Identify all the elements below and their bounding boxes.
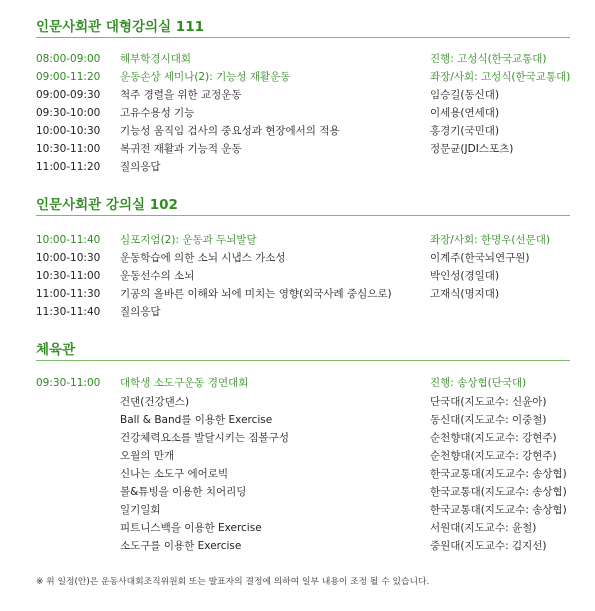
schedule-row (0, 447, 595, 465)
row-time: 10:00-10:30 (36, 252, 101, 264)
row-time: 11:30-11:40 (36, 306, 101, 318)
row-title: Ball & Band를 이용한 Exercise (120, 414, 273, 426)
row-presenter: 좌장/사회: 고성식(한국교통대) (430, 71, 571, 83)
schedule-row (0, 519, 595, 537)
row-title: 건강체력요소를 발달시키는 짐볼구성 (120, 432, 289, 444)
row-time: 09:30-11:00 (36, 377, 101, 389)
row-time: 10:00-11:40 (36, 234, 101, 246)
row-presenter: 단국대(지도교수: 신윤아) (430, 396, 547, 408)
row-presenter: 한국교통대(지도교수: 송상협) (430, 468, 567, 480)
row-title: 심포지엄(2): 운동과 두뇌발달 (120, 234, 257, 246)
row-time: 10:30-11:00 (36, 270, 101, 282)
row-presenter: 진행: 고성식(한국교통대) (430, 53, 547, 65)
section-divider (36, 360, 570, 361)
row-title: 운동손상 세미나(2): 기능성 재활운동 (120, 71, 291, 83)
row-title: 질의응답 (120, 306, 161, 318)
row-presenter: 순천향대(지도교수: 강현주) (430, 432, 557, 444)
row-presenter: 순천향대(지도교수: 강현주) (430, 450, 557, 462)
schedule-row (0, 140, 595, 158)
schedule-row (0, 374, 595, 392)
schedule-row (0, 465, 595, 483)
row-presenter: 동신대(지도교수: 이중철) (430, 414, 547, 426)
row-time: 09:00-09:30 (36, 89, 101, 101)
row-time: 09:30-10:00 (36, 107, 101, 119)
footnote: ※ 위 일정(안)은 운동사대회조직위원회 또는 발표자의 결정에 의하여 일부 내용이 조정 될 수 있습니다. (36, 577, 430, 587)
row-title: 척주 경렬을 위한 교정운동 (120, 89, 242, 101)
row-presenter: 서원대(지도교수: 윤철) (430, 522, 537, 534)
row-title: 일기일회 (120, 504, 161, 516)
schedule-row (0, 267, 595, 285)
section-title: 인문사회관 대형강의실 111 (36, 19, 204, 35)
row-presenter: 한국교통대(지도교수: 송상협) (430, 504, 567, 516)
row-title: 운동학습에 의한 소뇌 시냅스 가소성 (120, 252, 286, 264)
row-time: 09:00-11:20 (36, 71, 101, 83)
row-title: 복귀전 재활과 기능적 운동 (120, 143, 242, 155)
row-title: 신나는 소도구 에어로빅 (120, 468, 229, 480)
row-presenter: 이계주(한국뇌연구원) (430, 252, 530, 264)
row-title: 고유수용성 기능 (120, 107, 195, 119)
row-presenter: 정문균(JDI스포츠) (430, 143, 514, 155)
row-title: 소도구를 이용한 Exercise (120, 540, 242, 552)
row-presenter: 중원대(지도교수: 김지선) (430, 540, 547, 552)
section-title: 체육관 (36, 342, 76, 358)
row-time: 10:30-11:00 (36, 143, 101, 155)
row-presenter: 한국교통대(지도교수: 송상협) (430, 486, 567, 498)
row-time: 10:00-10:30 (36, 125, 101, 137)
schedule-row (0, 158, 595, 176)
schedule-row (0, 231, 595, 249)
schedule-row (0, 122, 595, 140)
row-presenter: 진행: 송상협(단국대) (430, 377, 527, 389)
row-title: 피트니스백을 이용한 Exercise (120, 522, 262, 534)
schedule-row (0, 393, 595, 411)
schedule-row (0, 537, 595, 555)
row-presenter: 박인성(경일대) (430, 270, 500, 282)
row-presenter: 임승길(동신대) (430, 89, 500, 101)
schedule-row (0, 104, 595, 122)
row-presenter: 좌장/사회: 한명우(선문대) (430, 234, 551, 246)
schedule-row (0, 501, 595, 519)
row-title: 건댄(건강댄스) (120, 396, 190, 408)
row-presenter: 이세용(연세대) (430, 107, 500, 119)
schedule-row (0, 483, 595, 501)
row-title: 오월의 만개 (120, 450, 175, 462)
section-divider (36, 215, 570, 216)
row-title: 해부학경시대회 (120, 53, 192, 65)
schedule-row (0, 249, 595, 267)
row-title: 운동선수의 소뇌 (120, 270, 195, 282)
row-title: 질의응답 (120, 161, 161, 173)
section-divider (36, 37, 570, 38)
row-title: 기능성 움직임 검사의 중요성과 현장에서의 적용 (120, 125, 340, 137)
row-title: 볼&튜빙을 이용한 치어리딩 (120, 486, 247, 498)
schedule-row (0, 86, 595, 104)
row-presenter: 고재식(명지대) (430, 288, 500, 300)
schedule-row (0, 411, 595, 429)
schedule-row (0, 303, 595, 321)
section-title: 인문사회관 강의실 102 (36, 197, 178, 213)
row-title: 기공의 올바른 이해와 뇌에 미치는 영향(외국사례 중심으로) (120, 288, 392, 300)
row-time: 11:00-11:20 (36, 161, 101, 173)
schedule-row (0, 68, 595, 86)
row-time: 11:00-11:30 (36, 288, 101, 300)
row-presenter: 홍경기(국민대) (430, 125, 500, 137)
row-title: 대학생 소도구운동 경연대회 (120, 377, 249, 389)
schedule-row (0, 429, 595, 447)
row-time: 08:00-09:00 (36, 53, 101, 65)
schedule-row (0, 50, 595, 68)
schedule-row (0, 285, 595, 303)
